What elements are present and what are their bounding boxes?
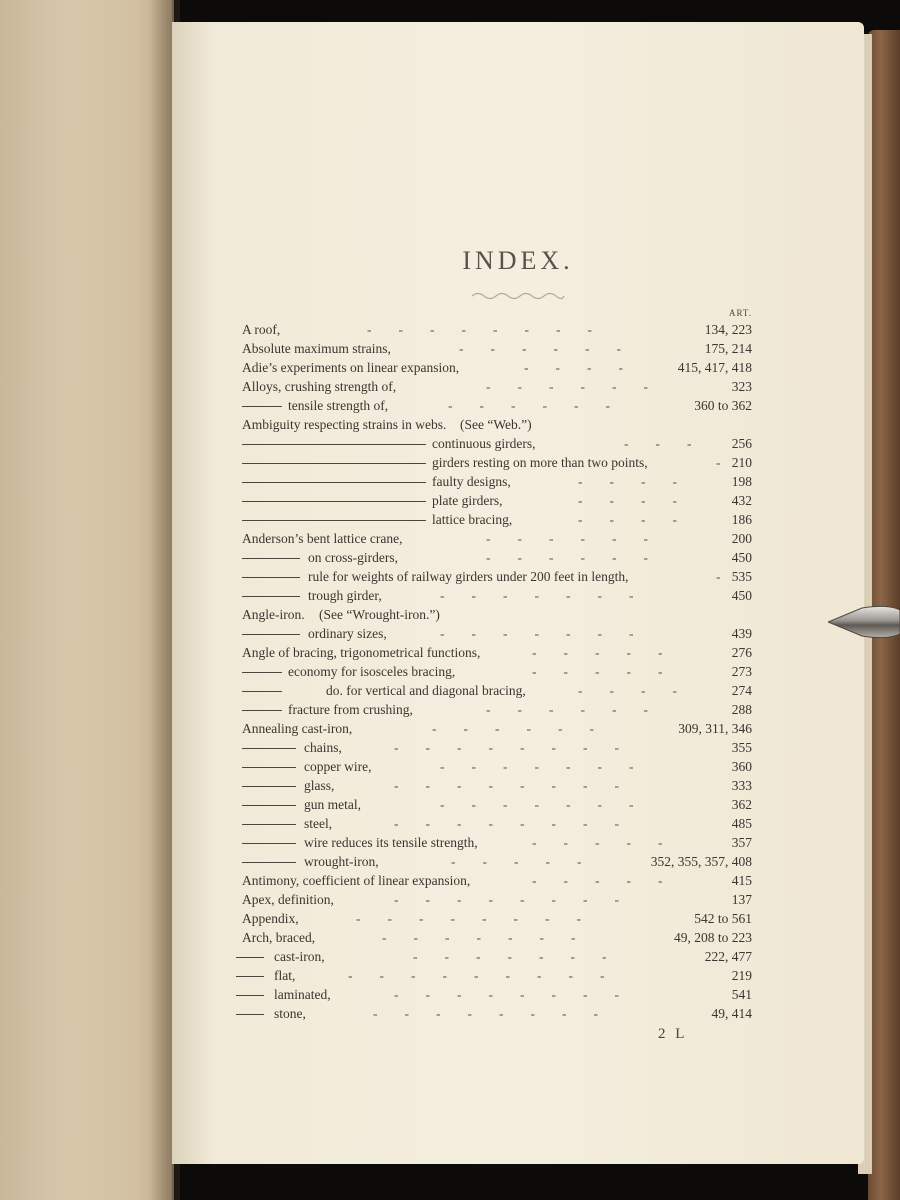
index-entry: [172, 339, 864, 358]
dot-leader: - - - -: [578, 474, 677, 489]
index-entry: [172, 548, 864, 567]
ditto-dash: [242, 843, 296, 844]
index-entry: [172, 947, 864, 966]
entry-page-ref: 415, 417, 418: [677, 360, 752, 375]
index-entry: [172, 377, 864, 396]
index-entry: [172, 605, 864, 624]
dot-leader: - - - - - - -: [413, 949, 607, 964]
entry-text: Anderson’s bent lattice crane,: [242, 531, 403, 546]
dot-leader: - - - - - - - -: [394, 778, 619, 793]
ditto-dash: [236, 1014, 264, 1015]
entry-text: laminated,: [274, 987, 331, 1002]
dot-leader: - - - - - - -: [440, 759, 634, 774]
signature-mark: 2 L: [658, 1026, 688, 1042]
index-entry: [172, 662, 864, 681]
entry-page-ref: 485: [731, 816, 752, 831]
dot-leader: - - - - - - - -: [394, 740, 619, 755]
entry-page-ref: 222, 477: [704, 949, 752, 964]
entry-page-ref: 200: [731, 531, 752, 546]
index-entry: [172, 491, 864, 510]
ornament-squiggle: [470, 290, 566, 302]
dot-leader: - - - - - - - -: [394, 816, 619, 831]
entry-page-ref: 450: [731, 550, 752, 565]
entry-text: Ambiguity respecting strains in webs.: [242, 417, 447, 432]
page-title: INDEX.: [462, 246, 574, 275]
ditto-dash: [242, 786, 296, 787]
index-entry: [172, 529, 864, 548]
dot-leader: - - - - -: [451, 854, 582, 869]
index-page: [172, 22, 864, 1164]
index-entry: [172, 472, 864, 491]
index-entry: [172, 624, 864, 643]
dot-leader: - - - - - - - -: [394, 892, 619, 907]
dot-leader: - - -: [624, 436, 692, 451]
index-entry: [172, 586, 864, 605]
entry-text: faulty designs,: [432, 474, 511, 489]
entry-page-ref: 333: [731, 778, 752, 793]
index-entry: [172, 453, 864, 472]
ditto-dash: [242, 748, 296, 749]
ditto-dash: [242, 444, 426, 445]
bookmark-clip: [828, 600, 900, 644]
entry-page-ref: 49, 208 to 223: [673, 930, 752, 945]
entry-page-ref: 273: [731, 664, 752, 679]
entry-text: Apex, definition,: [242, 892, 334, 907]
entry-page-ref: 137: [731, 892, 752, 907]
entry-text: Arch, braced,: [242, 930, 316, 945]
index-entry: [172, 681, 864, 700]
dot-leader: - - - - - - -: [440, 588, 634, 603]
dot-leader: - - - - - - -: [382, 930, 576, 945]
entry-page-ref: 355: [731, 740, 752, 755]
entry-text: wire reduces its tensile strength,: [304, 835, 478, 850]
entry-text: Angle-iron.: [242, 607, 305, 622]
entry-text: flat,: [274, 968, 296, 983]
dot-leader: - - - - -: [532, 645, 663, 660]
ditto-dash: [242, 862, 296, 863]
entry-text: lattice bracing,: [432, 512, 513, 527]
entry-page-ref: 210: [731, 455, 752, 470]
entry-text: girders resting on more than two points,: [432, 455, 648, 470]
entry-text: Absolute maximum strains,: [242, 341, 391, 356]
index-entry: [172, 1004, 864, 1023]
entry-text: stone,: [274, 1006, 306, 1021]
index-entry: [172, 890, 864, 909]
dot-leader: - - - - - - - - -: [348, 968, 605, 983]
ditto-dash: [236, 957, 264, 958]
ditto-dash: [242, 501, 426, 502]
entry-text: glass,: [304, 778, 335, 793]
dot-leader: - - - - - - - -: [367, 322, 592, 337]
index-entry: [172, 396, 864, 415]
entry-page-ref: 175, 214: [704, 341, 752, 356]
entry-page-ref: 323: [731, 379, 752, 394]
entry-page-ref: 432: [731, 493, 752, 508]
entry-page-ref: 542 to 561: [694, 911, 752, 926]
entry-text: plate girders,: [432, 493, 503, 508]
entry-page-ref: 439: [731, 626, 752, 641]
entry-text: Adie’s experiments on linear expansion,: [242, 360, 460, 375]
ditto-dash: [242, 463, 426, 464]
index-entry: [172, 757, 864, 776]
entry-page-ref: 357: [731, 835, 752, 850]
entry-page-ref: 134, 223: [704, 322, 752, 337]
entry-text: chains,: [304, 740, 342, 755]
entry-text: do. for vertical and diagonal bracing,: [326, 683, 526, 698]
ditto-dash: [242, 710, 282, 711]
entry-text: fracture from crushing,: [288, 702, 413, 717]
dot-leader: - - - -: [578, 512, 677, 527]
ditto-dash: [242, 482, 426, 483]
index-entry: [172, 567, 864, 586]
entry-text: wrought-iron,: [304, 854, 379, 869]
entry-page-ref: 186: [731, 512, 752, 527]
entry-text: copper wire,: [304, 759, 372, 774]
entry-text: gun metal,: [304, 797, 361, 812]
dot-leader: - - - - - - - -: [373, 1006, 598, 1021]
entry-text: trough girder,: [308, 588, 382, 603]
entry-page-ref: 450: [731, 588, 752, 603]
entry-text: Appendix,: [242, 911, 299, 926]
entry-text: ordinary sizes,: [308, 626, 387, 641]
index-entry: [172, 643, 864, 662]
index-entry: [172, 985, 864, 1004]
index-entry: [172, 928, 864, 947]
dot-leader: - - - - - -: [459, 341, 621, 356]
index-entry: [172, 320, 864, 339]
dot-leader: - - - - - - -: [440, 626, 634, 641]
entry-page-ref: 49, 414: [711, 1006, 752, 1021]
index-entry: [172, 719, 864, 738]
ditto-dash: [242, 634, 300, 635]
dot-leader: - - - - - -: [486, 702, 648, 717]
ditto-dash: [242, 406, 282, 407]
see-reference: (See “Web.”): [460, 417, 532, 432]
ditto-dash: [236, 995, 264, 996]
index-entry: [172, 358, 864, 377]
index-entry: [172, 510, 864, 529]
entry-text: continuous girders,: [432, 436, 536, 451]
index-entry: [172, 909, 864, 928]
ditto-dash: [242, 691, 282, 692]
entry-text: Angle of bracing, trigonometrical functions,: [242, 645, 481, 660]
index-entries: [172, 320, 864, 1023]
entry-page-ref: 360 to 362: [694, 398, 752, 413]
dot-leader: - - - - - -: [432, 721, 594, 736]
ditto-dash: [242, 805, 296, 806]
entry-page-ref: 276: [731, 645, 752, 660]
entry-text: Annealing cast-iron,: [242, 721, 353, 736]
ditto-dash: [242, 596, 300, 597]
index-entry: [172, 738, 864, 757]
dot-leader: - - - -: [578, 683, 677, 698]
entry-page-ref: 352, 355, 357, 408: [650, 854, 752, 869]
entry-text: rule for weights of railway girders under 200 feet in length,: [308, 569, 629, 584]
entry-page-ref: 535: [731, 569, 752, 584]
dot-leader: - - - - - - - -: [394, 987, 619, 1002]
entry-page-ref: 288: [731, 702, 752, 717]
ditto-dash: [236, 976, 264, 977]
entry-text: A roof,: [242, 322, 281, 337]
dot-leader: - - - - - - -: [440, 797, 634, 812]
index-entry: [172, 776, 864, 795]
index-entry: [172, 871, 864, 890]
dot-leader: - - - - - -: [486, 550, 648, 565]
dot-leader: - - - - -: [532, 664, 663, 679]
entry-page-ref: 274: [731, 683, 752, 698]
index-entry: [172, 415, 864, 434]
index-entry: [172, 700, 864, 719]
dot-leader: - - - - -: [532, 873, 663, 888]
dot-leader: - - - - - - - -: [356, 911, 581, 926]
ditto-dash: [242, 767, 296, 768]
entry-page-ref: 362: [731, 797, 752, 812]
entry-text: steel,: [304, 816, 333, 831]
entry-page-ref: 541: [731, 987, 752, 1002]
dot-leader: -: [716, 569, 721, 584]
ditto-dash: [242, 672, 282, 673]
ditto-dash: [242, 577, 300, 578]
entry-page-ref: 219: [731, 968, 752, 983]
entry-text: economy for isosceles bracing,: [288, 664, 456, 679]
ditto-dash: [242, 520, 426, 521]
entry-page-ref: 360: [731, 759, 752, 774]
index-entry: [172, 852, 864, 871]
entry-page-ref: 309, 311, 346: [678, 721, 752, 736]
dot-leader: - - - - -: [532, 835, 663, 850]
index-entry: [172, 833, 864, 852]
entry-page-ref: 198: [731, 474, 752, 489]
dot-leader: - - - -: [524, 360, 623, 375]
dot-leader: - - - -: [578, 493, 677, 508]
dot-leader: -: [716, 455, 721, 470]
entry-page-ref: 415: [731, 873, 752, 888]
see-reference: (See “Wrought-iron.”): [319, 607, 440, 622]
entry-text: on cross-girders,: [308, 550, 398, 565]
art-column-heading: ART.: [728, 308, 752, 318]
left-page: [0, 0, 174, 1200]
index-entry: [172, 966, 864, 985]
ditto-dash: [242, 558, 300, 559]
entry-text: Alloys, crushing strength of,: [242, 379, 397, 394]
index-entry: [172, 814, 864, 833]
dot-leader: - - - - - -: [448, 398, 610, 413]
index-entry: [172, 434, 864, 453]
entry-page-ref: 256: [731, 436, 752, 451]
dot-leader: - - - - - -: [486, 531, 648, 546]
ditto-dash: [242, 824, 296, 825]
entry-text: Antimony, coefficient of linear expansion,: [242, 873, 471, 888]
dot-leader: - - - - - -: [486, 379, 648, 394]
entry-text: cast-iron,: [274, 949, 325, 964]
index-entry: [172, 795, 864, 814]
entry-text: tensile strength of,: [288, 398, 389, 413]
